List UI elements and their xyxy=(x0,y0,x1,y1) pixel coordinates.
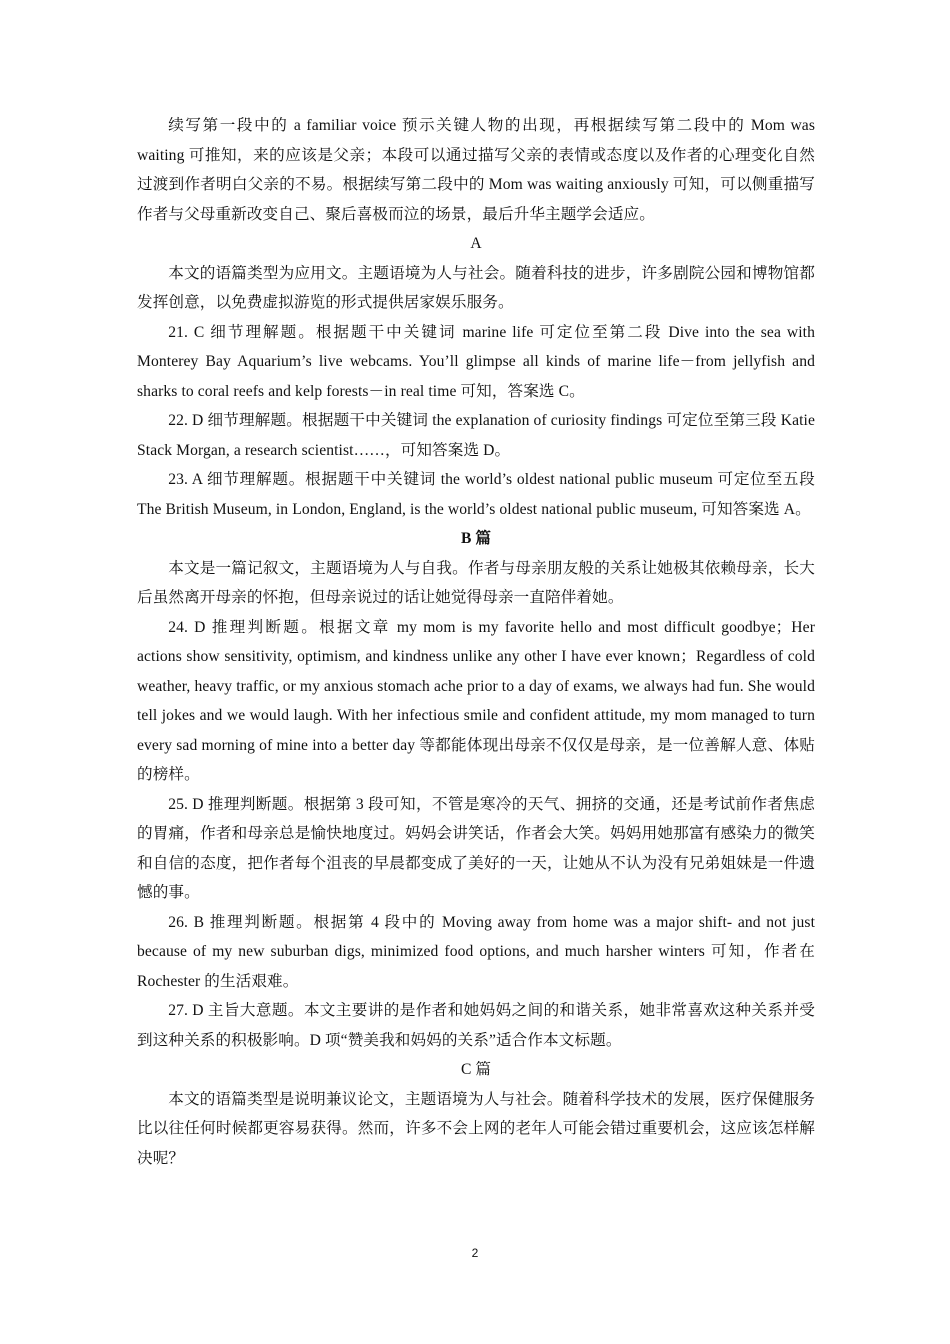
section-b-heading: B 篇 xyxy=(461,530,491,547)
answer-item-26: 26. B 推理判断题。根据第 4 段中的 Moving away from home was a major shift- and not just because of my new suburban digs, minimized food options, and much harsher winters 可知，作者在 Rochester 的生活艰难。 xyxy=(137,913,815,990)
answer-item-22: 22. D 细节理解题。根据题干中关键词 the explanation of curiosity findings 可定位至第三段 Katie Stack Morgan, a research scientist……，可知答案选 D。 xyxy=(137,412,815,459)
answer-item-23: 23. A 细节理解题。根据题干中关键词 the world’s oldest national public museum 可定位至五段 The British Museum, in London, England, is the world’s oldest national public museum, 可知答案选 A。 xyxy=(137,471,815,518)
answer-item-25: 25. D 推理判断题。根据第 3 段可知，不管是寒冷的天气、拥挤的交通，还是考试前作者焦虑的胃痛，作者和母亲总是愉快地度过。妈妈会讲笑话，作者会大笑。妈妈用她那富有感染力的微笑和自信的态度，把作者每个沮丧的早晨都变成了美好的一天，让她从不认为没有兄弟姐妹是一件遗憾的事。 xyxy=(137,795,815,901)
answer-item-27: 27. D 主旨大意题。本文主要讲的是作者和她妈妈之间的和谐关系，她非常喜欢这种关系并受到这种关系的积极影响。D 项“赞美我和妈妈的关系”适合作本文标题。 xyxy=(137,1002,815,1049)
page-number: 2 xyxy=(471,1246,479,1260)
answer-item-24: 24. D 推理判断题。根据文章 my mom is my favorite hello and most difficult goodbye；Her actions show sensitivity, optimism, and kindness unlike any other I have ever known；Regardless of cold weather, heavy traffic, or my anxious stomach ache prior to a day of exams, we always had fun. She would tell jokes and we would laugh. With her infectious smile and confident attitude, my mom managed to turn every sad morning of mine into a better day 等都能体现出母亲不仅仅是母亲，是一位善解人意、体贴的榜样。 xyxy=(137,618,815,783)
continuation-writing-analysis: 续写第一段中的 a familiar voice 预示关键人物的出现，再根据续写第二段中的 Mom was waiting 可推知，来的应该是父亲；本段可以通过描写父亲的表情或态度以及作者的心理变化自然过渡到作者明白父亲的不易。根据续写第二段中的 Mom was waiting anxiously 可知，可以侧重描写作者与父母重新改变自己、聚后喜极而泣的场景，最后升华主题学会适应。 xyxy=(137,117,815,223)
section-a-heading: A xyxy=(470,235,482,252)
section-b-summary: 本文是一篇记叙文，主题语境为人与自我。作者与母亲朋友般的关系让她极其依赖母亲，长大后虽然离开母亲的怀抱，但母亲说过的话让她觉得母亲一直陪伴着她。 xyxy=(137,559,815,606)
section-c-heading: C 篇 xyxy=(461,1061,491,1078)
section-c-summary: 本文的语篇类型是说明兼议论文，主题语境为人与社会。随着科学技术的发展，医疗保健服务比以往任何时候都更容易获得。然而，许多不会上网的老年人可能会错过重要机会，这应该怎样解决呢？ xyxy=(137,1090,815,1167)
answer-item-21: 21. C 细节理解题。根据题干中关键词 marine life 可定位至第二段 Dive into the sea with Monterey Bay Aquarium’s live webcams. You’ll glimpse all kinds of marine life－from jellyfish and sharks to coral reefs and kelp forests－in real time 可知，答案选 C。 xyxy=(137,323,815,400)
document-page xyxy=(137,111,815,1173)
section-a-summary: 本文的语篇类型为应用文。主题语境为人与社会。随着科技的进步，许多剧院公园和博物馆都发挥创意，以免费虚拟游览的形式提供居家娱乐服务。 xyxy=(137,264,815,311)
